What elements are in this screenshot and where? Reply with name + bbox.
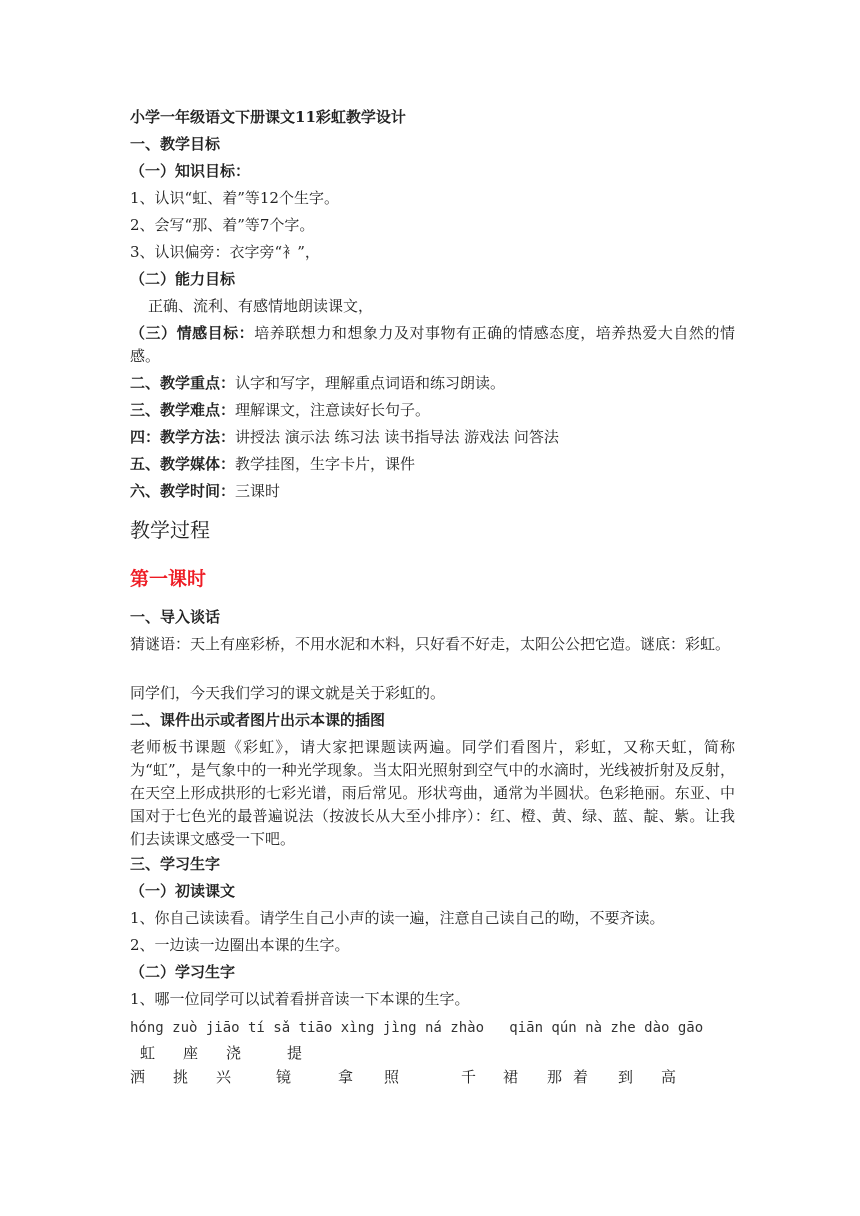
hanzi-char: 那: [547, 1068, 563, 1086]
section-text: 理解课文，注意读好长句子。: [235, 401, 431, 419]
hanzi-char: 镜: [276, 1068, 292, 1086]
part3-heading: 三、学习生字: [130, 855, 221, 873]
knowledge-item: 3、认识偏旁：衣字旁“衤”，: [130, 243, 320, 261]
pinyin-line: hóng zuò jiāo tí sǎ tiāo xìng jìng ná zhào qiān qún nà zhe dào gāo: [130, 1020, 704, 1036]
lesson-title: 第一课时: [130, 568, 207, 590]
knowledge-item: 1、认识“虹、着”等12个生字。: [130, 189, 339, 207]
part2-heading: 二、课件出示或者图片出示本课的插图: [130, 711, 386, 729]
section-label: 二、教学重点：: [130, 374, 236, 392]
learn-chars-heading: （二）学习生字: [130, 963, 236, 981]
section-label: 六、教学时间：: [130, 482, 236, 500]
hanzi-char: 座: [183, 1044, 199, 1062]
emotion-text: 培养联想力和想象力及对事物有正确的情感态度，培养热爱大自然的情感。: [130, 324, 735, 365]
section-key-points: [130, 373, 735, 394]
first-reading-item: 1、你自己读读看。请学生自己小声的读一遍，注意自己读自己的呦，不要齐读。: [130, 909, 665, 927]
section-methods: [130, 427, 735, 448]
section-text: 三课时: [235, 482, 281, 500]
section-text: 讲授法 演示法 练习法 读书指导法 游戏法 问答法: [235, 428, 559, 446]
chars-row-1: [130, 1043, 735, 1067]
section-label: 四：教学方法：: [130, 428, 236, 446]
first-reading-heading: （一）初读课文: [130, 882, 236, 900]
section-media: [130, 454, 735, 475]
objectives-heading: 一、教学目标: [130, 135, 221, 153]
hanzi-char: 拿: [338, 1068, 354, 1086]
section-label: 五、教学媒体：: [130, 455, 236, 473]
hanzi-char: 裙: [503, 1068, 519, 1086]
riddle-text: 猜谜语：天上有座彩桥，不用水泥和木料，只好看不好走，太阳公公把它造。谜底：彩虹。: [130, 635, 731, 653]
section-text: 认字和写字，理解重点词语和练习朗读。: [235, 374, 506, 392]
emotion-objective: [130, 322, 735, 368]
hanzi-char: 浇: [226, 1044, 242, 1062]
learn-chars-item: 1、哪一位同学可以试着看拼音读一下本课的生字。: [130, 990, 470, 1008]
knowledge-heading: （一）知识目标：: [130, 162, 251, 180]
document-title: 小学一年级语文下册课文11彩虹教学设计: [130, 108, 406, 126]
ability-heading: （二）能力目标: [130, 270, 236, 288]
hanzi-char: 兴: [216, 1068, 232, 1086]
process-title: 教学过程: [130, 518, 210, 542]
hanzi-char: 提: [287, 1044, 303, 1062]
hanzi-char: 到: [618, 1068, 634, 1086]
part1-heading: 一、导入谈话: [130, 608, 221, 626]
section-difficulties: [130, 400, 735, 421]
hanzi-char: 着: [573, 1068, 589, 1086]
section-time: [130, 481, 735, 502]
section-label: 三、教学难点：: [130, 401, 236, 419]
hanzi-char: 洒: [130, 1068, 146, 1086]
hanzi-char: 虹: [140, 1044, 156, 1062]
chars-row-2: [130, 1067, 735, 1091]
emotion-heading: （三）情感目标：: [130, 324, 255, 342]
hanzi-char: 高: [661, 1068, 677, 1086]
section-text: 教学挂图，生字卡片，课件: [235, 455, 416, 473]
intro-text: 同学们，今天我们学习的课文就是关于彩虹的。: [130, 684, 446, 702]
ability-text: 正确、流利、有感情地朗读课文，: [148, 297, 374, 315]
part2-text: 老师板书课题《彩虹》，请大家把课题读两遍。同学们看图片，彩虹，又称天虹，简称为“虹”，是气象中的一种光学现象。当太阳光照射到空气中的水滴时，光线被折射及反射，在天空上形成拱形的七彩光谱，雨后常见。形状弯曲，通常为半圆状。色彩艳丽。东亚、中国对于七色光的最普遍说法（按波长从大至小排序）：红、橙、黄、绿、蓝、靛、紫。让我们去读课文感受一下吧。: [130, 738, 735, 848]
first-reading-item: 2、一边读一边圈出本课的生字。: [130, 936, 350, 954]
hanzi-char: 千: [461, 1068, 477, 1086]
knowledge-item: 2、会写“那、着”等7个字。: [130, 216, 315, 234]
hanzi-char: 挑: [173, 1068, 189, 1086]
hanzi-char: 照: [384, 1068, 400, 1086]
